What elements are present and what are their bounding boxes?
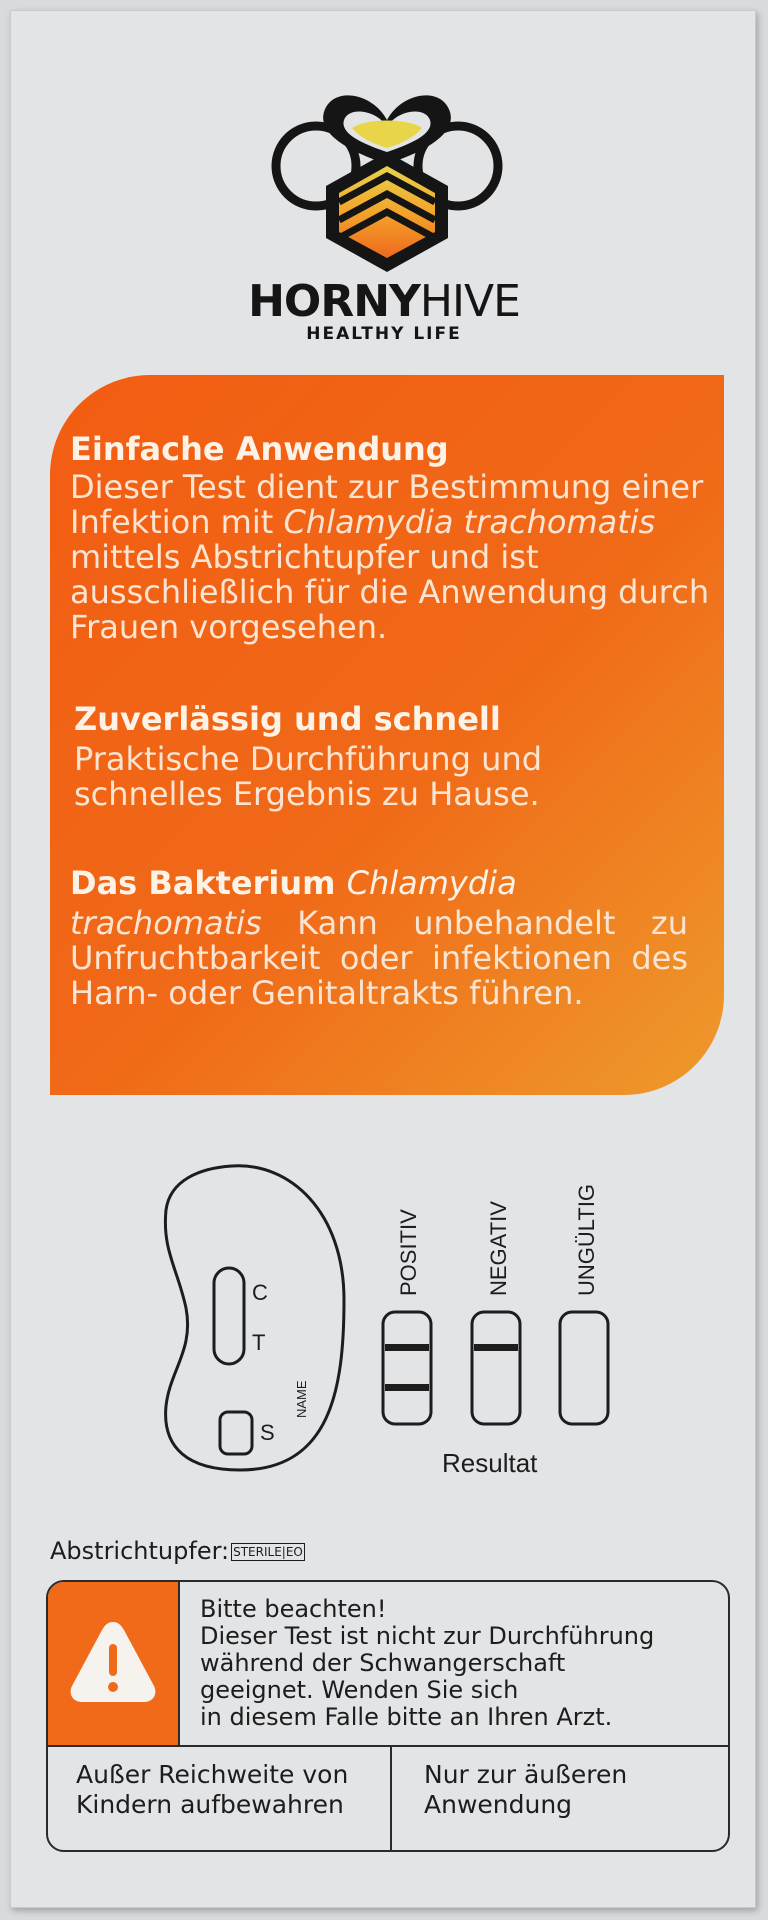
- test-device-diagram: [0, 1140, 768, 1500]
- result-window-negative: [472, 1312, 520, 1424]
- c-line-label: C: [252, 1280, 268, 1305]
- result-window-invalid: [560, 1312, 608, 1424]
- external-use-notice: Nur zur äußeren Anwendung: [424, 1760, 628, 1819]
- section-body: Praktische Durchführung und schnelles Ergebnis zu Hause.: [74, 740, 543, 813]
- section-body: Dieser Test dient zur Bestimmung einer Infektion mit Chlamydia trachomatis mittels Abstrichtupfer und ist ausschließlich für die Anwendung durch Frauen vorgesehen.: [70, 468, 710, 646]
- positive-t-line: [385, 1384, 429, 1391]
- result-label-positive: POSITIV: [396, 1209, 421, 1296]
- test-cassette: [165, 1166, 344, 1470]
- sample-well: [220, 1412, 252, 1454]
- section-title: Einfache Anwendung: [70, 430, 449, 468]
- warning-box: [46, 1580, 730, 1852]
- warning-icon-cell: [48, 1582, 180, 1747]
- keep-away-notice: Außer Reichweite von Kindern aufbewahren: [76, 1760, 349, 1819]
- swab-label: Abstrichtupfer: STERILE|EO: [50, 1537, 303, 1565]
- s-well-label: S: [260, 1420, 275, 1445]
- warning-text: Bitte beachten! Dieser Test ist nicht zur Durchführung während der Schwangerschaft geeignet. Wenden Sie sich in diesem Falle bitte an Ihren Arzt.: [200, 1595, 655, 1731]
- sterile-eo-symbol: STERILE|EO: [233, 1545, 303, 1559]
- result-window-positive: [383, 1312, 431, 1424]
- brand-tagline: HEALTHY LIFE: [306, 324, 462, 344]
- section-title: Zuverlässig und schnell: [74, 700, 501, 738]
- name-label: NAME: [294, 1380, 309, 1418]
- section-easy-use: [70, 430, 710, 645]
- section-bacterium: [70, 864, 688, 1011]
- result-label-invalid: UNGÜLTIG: [574, 1183, 599, 1296]
- warning-triangle-icon: [48, 1582, 178, 1745]
- t-line-label: T: [252, 1330, 266, 1355]
- section-reliable: [74, 700, 694, 812]
- brand-name: HORNYHIVE: [248, 276, 520, 327]
- positive-c-line: [385, 1344, 429, 1351]
- result-window: [214, 1268, 244, 1364]
- result-label-negative: NEGATIV: [486, 1201, 511, 1296]
- result-caption: Resultat: [442, 1448, 538, 1478]
- negative-c-line: [474, 1344, 518, 1351]
- divider: [390, 1747, 392, 1850]
- section-body: trachomatis Kann unbehandelt zu Unfruchtbarkeit oder infektionen des Harn- oder Genitaltrakts führen.: [70, 904, 688, 1012]
- divider: [48, 1745, 728, 1747]
- section-title: Das Bakterium Chlamydia: [70, 864, 517, 902]
